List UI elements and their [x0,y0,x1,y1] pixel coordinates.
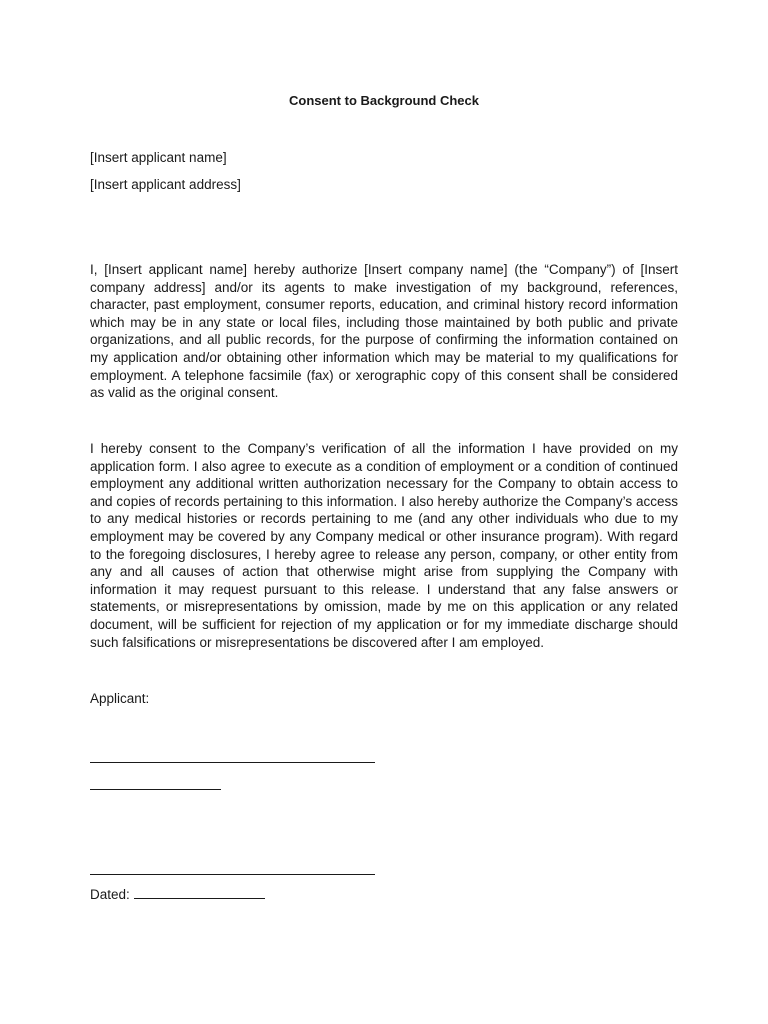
document-title: Consent to Background Check [289,93,479,108]
authorization-paragraph: I, [Insert applicant name] hereby authorize [Insert company name] (the “Company”) of [Insert company address] and/or its agents to make investigation of my background, references, character, past employment, consumer reports, education, and criminal history record information which may be in any state or local files, including those maintained by both public and private organizations, and all public records, for the purpose of confirming the information contained on my application and/or obtaining other information which may be material to my qualifications for employment. A telephone facsimile (fax) or xerographic copy of this consent shall be considered as valid as the original consent. [90,262,678,401]
applicant-short-line [90,789,221,790]
dated-field [90,886,265,904]
dated-blank-line [134,886,265,899]
applicant-name-placeholder: [Insert applicant name] [90,150,227,165]
applicant-address-placeholder: [Insert applicant address] [90,177,241,192]
dated-label: Dated: [90,887,130,902]
applicant-signature-line [90,762,375,763]
applicant-label: Applicant: [90,691,150,706]
consent-paragraph: I hereby consent to the Company’s verification of all the information I have provided on my application form. I also agree to execute as a condition of employment or a condition of continued employment any additional written authorization necessary for the Company to obtain access to and copies of records pertaining to this information. I also hereby authorize the Company’s access to any medical histories or records pertaining to me (and any other individuals who due to my employment may be covered by any Company medical or other insurance program). With regard to the foregoing disclosures, I hereby agree to release any person, company, or other entity from any and all causes of action that otherwise might arise from supplying the Company with information it may request pursuant to this release. I understand that any false answers or statements, or misrepresentations by omission, made by me on this application or any related document, will be sufficient for rejection of my application or for my immediate discharge should such falsifications or misrepresentations be discovered after I am employed. [90,441,678,650]
second-signature-line [90,874,375,875]
